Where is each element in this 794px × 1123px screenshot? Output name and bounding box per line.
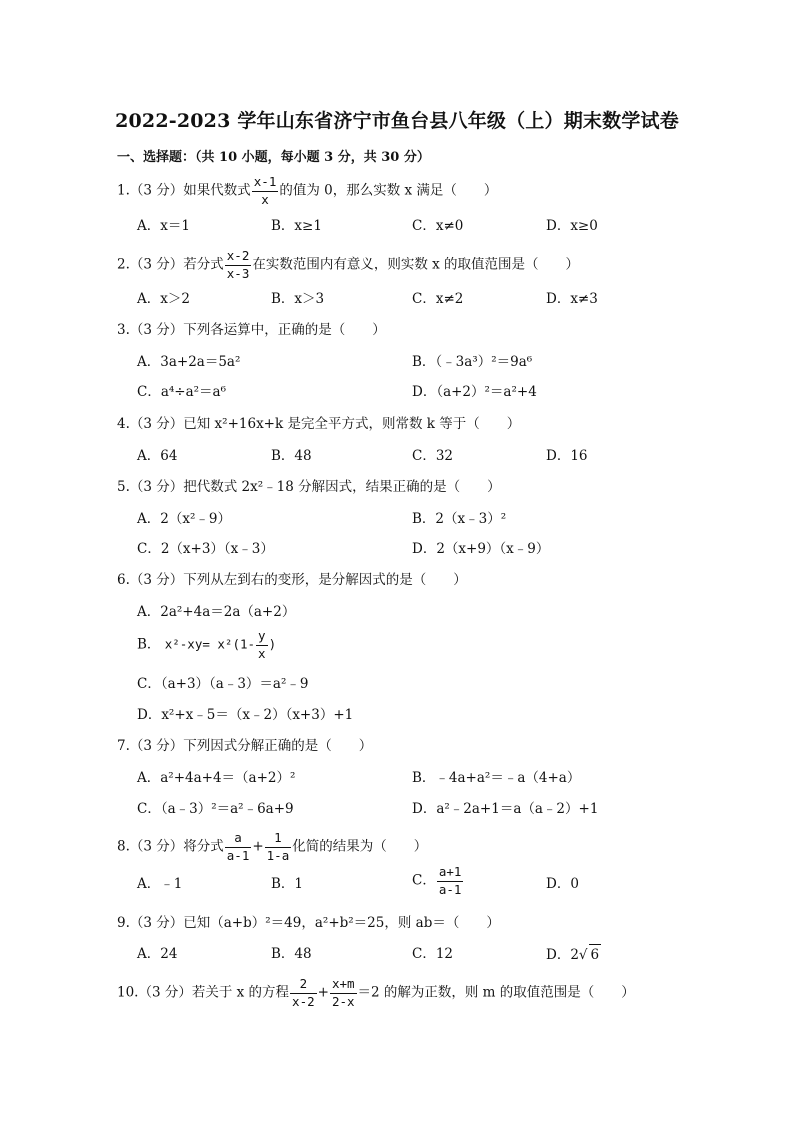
question-text-tail: 化简的结果为（ ）	[292, 838, 428, 855]
q5-option-c: C．2（x+3）（x﹣3）	[137, 541, 274, 557]
q4-option-a: A．64	[137, 448, 178, 464]
q2-option-b: B．x＞3	[271, 291, 325, 307]
option-expression-tail: )	[268, 636, 277, 652]
question-8	[117, 832, 427, 862]
question-7: 7.（3 分）下列因式分解正确的是（ ）	[117, 738, 373, 754]
q3-option-b: B．（﹣3a³）²＝9a⁶	[412, 354, 533, 370]
denominator: x-3	[226, 265, 250, 281]
q5-option-a: A．2（x²﹣9）	[137, 511, 231, 527]
q6-option-d: D．x²+x﹣5＝（x﹣2）（x+3）+1	[137, 707, 354, 723]
q1-option-d: D．x≥0	[546, 218, 598, 234]
numerator: 1	[265, 832, 292, 848]
fraction	[437, 866, 464, 896]
q2-option-c: C．x≠2	[412, 291, 464, 307]
fraction	[225, 250, 252, 280]
q8-option-a: A．﹣1	[137, 876, 183, 892]
numerator: 2	[290, 978, 317, 994]
fraction	[265, 832, 292, 862]
q2-option-d: D．x≠3	[546, 291, 598, 307]
numerator: x-2	[225, 250, 252, 266]
q1-option-c: C．x≠0	[412, 218, 464, 234]
q9-option-c: C．12	[412, 946, 454, 962]
denominator: x	[258, 645, 266, 661]
q4-option-c: C．32	[412, 448, 454, 464]
denominator: 1-a	[266, 847, 290, 863]
question-text-tail: ＝2 的解为正数，则 m 的取值范围是（ ）	[357, 984, 635, 1001]
q5-option-d: D．2（x+9）（x﹣9）	[412, 541, 550, 557]
numerator: x+m	[330, 978, 357, 994]
q7-option-c: C．（a﹣3）²＝a²﹣6a+9	[137, 801, 294, 817]
question-4: 4.（3 分）已知 x²+16x+k 是完全平方式，则常数 k 等于（ ）	[117, 416, 521, 432]
q4-option-b: B．48	[271, 448, 312, 464]
numerator: x-1	[252, 176, 279, 192]
q1-option-b: B．x≥1	[271, 218, 322, 234]
page-title: 2022-2023 学年山东省济宁市鱼台县八年级（上）期末数学试卷	[115, 110, 679, 132]
option-label: D．2	[546, 947, 579, 963]
fraction	[252, 176, 279, 206]
q9-option-a: A．24	[137, 946, 178, 962]
fraction	[256, 630, 268, 660]
q3-option-d: D．（a+2）²＝a²+4	[412, 384, 537, 400]
option-label: C．	[412, 872, 436, 889]
q8-option-b: B．1	[271, 876, 304, 892]
fraction	[330, 978, 357, 1008]
question-10	[117, 978, 635, 1008]
question-text-tail: 在实数范围内有意义，则实数 x 的取值范围是（ ）	[252, 256, 580, 273]
q8-option-d: D．0	[546, 876, 579, 892]
q6-option-a: A．2a²+4a＝2a（a+2）	[137, 604, 296, 620]
denominator: 2-x	[331, 993, 355, 1009]
question-6: 6.（3 分）下列从左到右的变形，是分解因式的是（ ）	[117, 572, 467, 588]
section-heading: 一、选择题：（共 10 小题，每小题 3 分，共 30 分）	[117, 150, 430, 165]
q7-option-b: B．﹣4a+a²＝﹣a（4+a）	[412, 770, 581, 786]
question-text: 1.（3 分）如果代数式	[117, 182, 251, 199]
fraction	[225, 832, 252, 862]
question-text: 10.（3 分）若关于 x 的方程	[117, 984, 290, 1001]
option-expression: x²-xy= x²(1-	[164, 636, 256, 652]
q4-option-d: D．16	[546, 448, 588, 464]
q1-option-a: A．x＝1	[137, 218, 190, 234]
q3-option-a: A．3a+2a＝5a²	[137, 354, 241, 370]
q3-option-c: C．a⁴÷a²＝a⁶	[137, 384, 227, 400]
question-text-tail: 的值为 0，那么实数 x 满足（ ）	[279, 182, 498, 199]
q6-option-c: C．（a+3）（a﹣3）＝a²﹣9	[137, 676, 309, 692]
denominator: a-1	[438, 881, 462, 897]
question-1	[117, 176, 497, 206]
q5-option-b: B．2（x﹣3）²	[412, 511, 507, 527]
sqrt-sign: √	[578, 947, 588, 963]
question-3: 3.（3 分）下列各运算中，正确的是（ ）	[117, 322, 386, 338]
q9-option-b: B．48	[271, 946, 312, 962]
plus-sign: +	[252, 838, 264, 855]
fraction	[290, 978, 317, 1008]
q9-option-d	[546, 944, 601, 965]
denominator: a-1	[226, 847, 250, 863]
q8-option-c	[412, 866, 464, 896]
option-label: B．	[137, 636, 161, 653]
q7-option-a: A．a²+4a+4＝（a+2）²	[137, 770, 296, 786]
q7-option-d: D．a²﹣2a+1＝a（a﹣2）+1	[412, 801, 599, 817]
numerator: a	[225, 832, 252, 848]
question-5: 5.（3 分）把代数式 2x²﹣18 分解因式，结果正确的是（ ）	[117, 479, 501, 495]
numerator: a+1	[437, 866, 464, 882]
question-2	[117, 250, 579, 280]
question-9: 9.（3 分）已知（a+b）²＝49，a²+b²＝25，则 ab＝（ ）	[117, 915, 500, 931]
question-text: 8.（3 分）将分式	[117, 838, 224, 855]
denominator: x	[261, 191, 269, 207]
denominator: x-2	[292, 993, 315, 1009]
plus-sign: +	[317, 984, 329, 1001]
q2-option-a: A．x＞2	[137, 291, 190, 307]
question-text: 2.（3 分）若分式	[117, 256, 224, 273]
q6-option-b	[137, 630, 276, 660]
radicand: 6	[589, 944, 602, 965]
numerator: y	[256, 630, 268, 646]
